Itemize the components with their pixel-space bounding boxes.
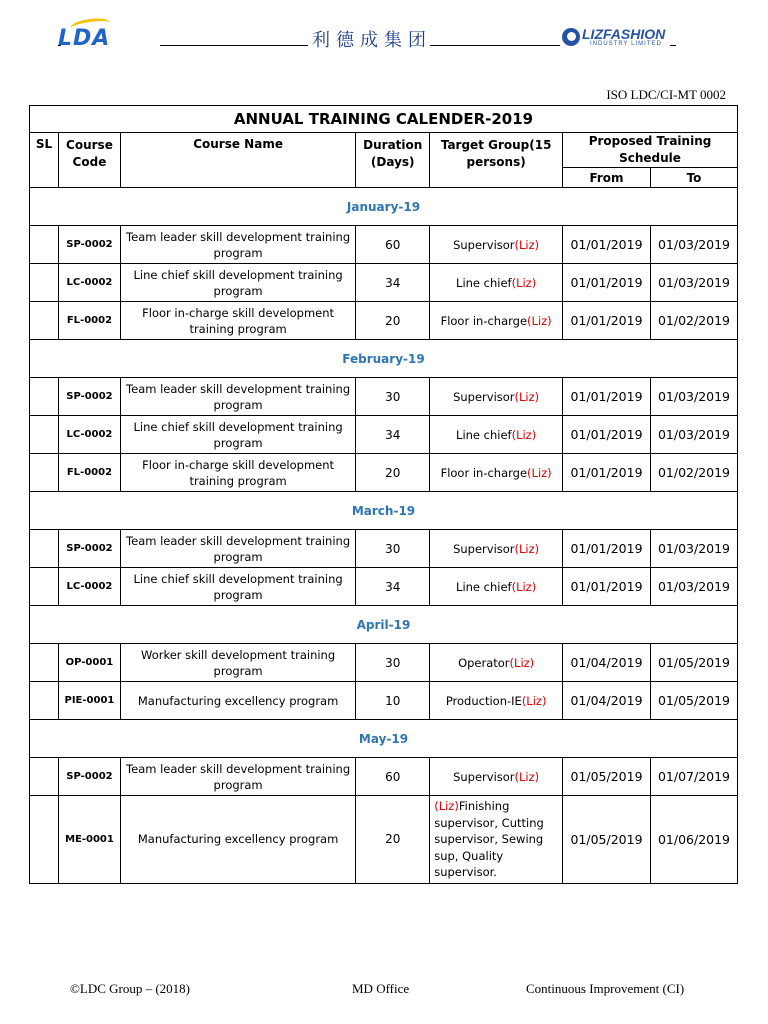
target-group-text: Production-IE	[445, 693, 522, 708]
month-row	[30, 492, 738, 530]
target-group-text: Supervisor	[453, 769, 515, 784]
col-sl: SL	[30, 133, 59, 188]
table-row	[30, 796, 738, 884]
from-date-cell: 01/01/2019	[563, 568, 651, 606]
course-name-cell: Floor in-charge skill development training program	[120, 302, 355, 340]
course-code-cell: FL-0002	[58, 302, 120, 340]
duration-cell: 30	[356, 644, 430, 682]
target-group-text: Floor in-charge	[440, 313, 528, 328]
col-target-group: Target Group(15 persons)	[430, 133, 563, 188]
course-code-cell: SP-0002	[58, 226, 120, 264]
target-group-cell	[430, 682, 563, 720]
col-schedule: Proposed Training Schedule	[563, 133, 738, 168]
course-name-cell: Worker skill development training program	[120, 644, 355, 682]
target-group-text: Supervisor	[453, 389, 515, 404]
course-code-cell: ME-0001	[58, 796, 120, 884]
course-name-cell: Team leader skill development training program	[120, 758, 355, 796]
liz-tag: (Liz)	[509, 655, 535, 670]
course-name-cell: Team leader skill development training program	[120, 378, 355, 416]
col-course-code: Course Code	[58, 133, 120, 188]
month-label: January-19	[30, 188, 738, 226]
course-code-cell: LC-0002	[58, 264, 120, 302]
sl-cell	[30, 682, 59, 720]
to-date-cell: 01/03/2019	[650, 226, 737, 264]
from-date-cell: 01/04/2019	[563, 644, 651, 682]
liz-tag: (Liz)	[434, 799, 459, 813]
duration-cell: 20	[356, 796, 430, 884]
target-group-text: Line chief	[456, 275, 512, 290]
sl-cell	[30, 568, 59, 606]
from-date-cell: 01/01/2019	[563, 530, 651, 568]
from-date-cell: 01/01/2019	[563, 226, 651, 264]
course-name-cell: Team leader skill development training program	[120, 530, 355, 568]
target-group-cell	[430, 226, 563, 264]
table-row	[30, 264, 738, 302]
header-rule-1	[160, 45, 308, 46]
duration-cell: 20	[356, 454, 430, 492]
col-duration: Duration (Days)	[356, 133, 430, 188]
duration-cell: 20	[356, 302, 430, 340]
sl-cell	[30, 416, 59, 454]
from-date-cell: 01/01/2019	[563, 416, 651, 454]
duration-cell: 34	[356, 568, 430, 606]
to-date-cell: 01/03/2019	[650, 378, 737, 416]
course-code-cell: SP-0002	[58, 378, 120, 416]
table-row	[30, 758, 738, 796]
sl-cell	[30, 796, 59, 884]
target-group-cell	[430, 568, 563, 606]
target-group-cell	[430, 264, 563, 302]
table-row	[30, 568, 738, 606]
table-row	[30, 454, 738, 492]
from-date-cell: 01/01/2019	[563, 264, 651, 302]
duration-cell: 30	[356, 530, 430, 568]
sl-cell	[30, 454, 59, 492]
target-group-text: Line chief	[456, 579, 512, 594]
target-group-cell	[430, 302, 563, 340]
target-group-cell	[430, 796, 563, 884]
from-date-cell: 01/04/2019	[563, 682, 651, 720]
sl-cell	[30, 758, 59, 796]
title-row	[30, 106, 738, 133]
month-label: February-19	[30, 340, 738, 378]
to-date-cell: 01/03/2019	[650, 568, 737, 606]
from-date-cell: 01/01/2019	[563, 454, 651, 492]
course-code-cell: FL-0002	[58, 454, 120, 492]
duration-cell: 60	[356, 758, 430, 796]
liz-tag: (Liz)	[521, 693, 547, 708]
to-date-cell: 01/06/2019	[650, 796, 737, 884]
to-date-cell: 01/02/2019	[650, 302, 737, 340]
duration-cell: 10	[356, 682, 430, 720]
from-date-cell: 01/05/2019	[563, 796, 651, 884]
course-name-cell: Floor in-charge skill development training program	[120, 454, 355, 492]
target-group-cell	[430, 378, 563, 416]
company-chinese-name: 利德成集团	[312, 30, 432, 51]
target-group-cell	[430, 416, 563, 454]
to-date-cell: 01/02/2019	[650, 454, 737, 492]
course-code-cell: OP-0001	[58, 644, 120, 682]
duration-cell: 60	[356, 226, 430, 264]
sl-cell	[30, 226, 59, 264]
target-group-cell	[430, 644, 563, 682]
header-rule-right-stub	[670, 45, 676, 46]
table-row	[30, 644, 738, 682]
to-date-cell: 01/05/2019	[650, 644, 737, 682]
col-course-name: Course Name	[120, 133, 355, 188]
target-group-text: Floor in-charge	[440, 465, 528, 480]
liz-tag: (Liz)	[514, 541, 540, 556]
table-row	[30, 226, 738, 264]
target-group-text: Line chief	[456, 427, 512, 442]
duration-cell: 30	[356, 378, 430, 416]
to-date-cell: 01/07/2019	[650, 758, 737, 796]
page-header: LDA 利德成集团 LIZFASHION INDUSTRY LIMITED	[0, 0, 768, 60]
liz-tag: (Liz)	[514, 769, 540, 784]
course-name-cell: Manufacturing excellency program	[120, 796, 355, 884]
liz-tag: (Liz)	[511, 427, 537, 442]
header-rule-left-stub	[58, 45, 61, 46]
header-rule-2	[430, 45, 560, 46]
target-group-cell	[430, 530, 563, 568]
course-code-cell: PIE-0001	[58, 682, 120, 720]
target-group-text: Supervisor	[453, 237, 515, 252]
target-group-cell	[430, 758, 563, 796]
lizfashion-circle-icon	[562, 28, 580, 46]
month-label: May-19	[30, 720, 738, 758]
month-row	[30, 606, 738, 644]
liz-tag: (Liz)	[511, 579, 537, 594]
course-code-cell: LC-0002	[58, 416, 120, 454]
month-label: April-19	[30, 606, 738, 644]
footer-department: Continuous Improvement (CI)	[526, 981, 685, 996]
course-name-cell: Line chief skill development training program	[120, 416, 355, 454]
to-date-cell: 01/03/2019	[650, 530, 737, 568]
from-date-cell: 01/01/2019	[563, 378, 651, 416]
target-group-text: Operator	[458, 655, 510, 670]
month-row	[30, 340, 738, 378]
table-row	[30, 416, 738, 454]
sl-cell	[30, 530, 59, 568]
duration-cell: 34	[356, 264, 430, 302]
course-code-cell: LC-0002	[58, 568, 120, 606]
lda-logo: LDA	[58, 26, 110, 51]
training-calendar-table	[29, 105, 738, 884]
liz-tag: (Liz)	[514, 237, 540, 252]
sl-cell	[30, 378, 59, 416]
course-name-cell: Line chief skill development training program	[120, 568, 355, 606]
liz-tag: (Liz)	[527, 313, 552, 328]
course-name-cell: Team leader skill development training program	[120, 226, 355, 264]
course-name-cell: Manufacturing excellency program	[120, 682, 355, 720]
header-row	[30, 133, 738, 168]
to-date-cell: 01/03/2019	[650, 416, 737, 454]
col-to: To	[650, 168, 737, 188]
target-group-text: Finishing supervisor, Cutting supervisor, Sewing sup, Quality supervisor.	[434, 799, 544, 879]
table-row	[30, 378, 738, 416]
target-group-text: Supervisor	[453, 541, 515, 556]
table-row	[30, 530, 738, 568]
course-code-cell: SP-0002	[58, 758, 120, 796]
month-row	[30, 188, 738, 226]
to-date-cell: 01/03/2019	[650, 264, 737, 302]
month-row	[30, 720, 738, 758]
month-label: March-19	[30, 492, 738, 530]
page-title: ANNUAL TRAINING CALENDER-2019	[30, 106, 738, 133]
document-reference: ISO LDC/CI-MT 0002	[606, 87, 726, 102]
sl-cell	[30, 264, 59, 302]
liz-tag: (Liz)	[514, 389, 540, 404]
course-code-cell: SP-0002	[58, 530, 120, 568]
footer-office: MD Office	[352, 981, 410, 996]
to-date-cell: 01/05/2019	[650, 682, 737, 720]
target-group-cell	[430, 454, 563, 492]
duration-cell: 34	[356, 416, 430, 454]
table-row	[30, 682, 738, 720]
from-date-cell: 01/01/2019	[563, 302, 651, 340]
col-from: From	[563, 168, 651, 188]
sl-cell	[30, 302, 59, 340]
liz-tag: (Liz)	[527, 465, 552, 480]
course-name-cell: Line chief skill development training program	[120, 264, 355, 302]
footer-copyright: ©LDC Group – (2018)	[70, 981, 191, 996]
liz-tag: (Liz)	[511, 275, 537, 290]
table-row	[30, 302, 738, 340]
from-date-cell: 01/05/2019	[563, 758, 651, 796]
sl-cell	[30, 644, 59, 682]
